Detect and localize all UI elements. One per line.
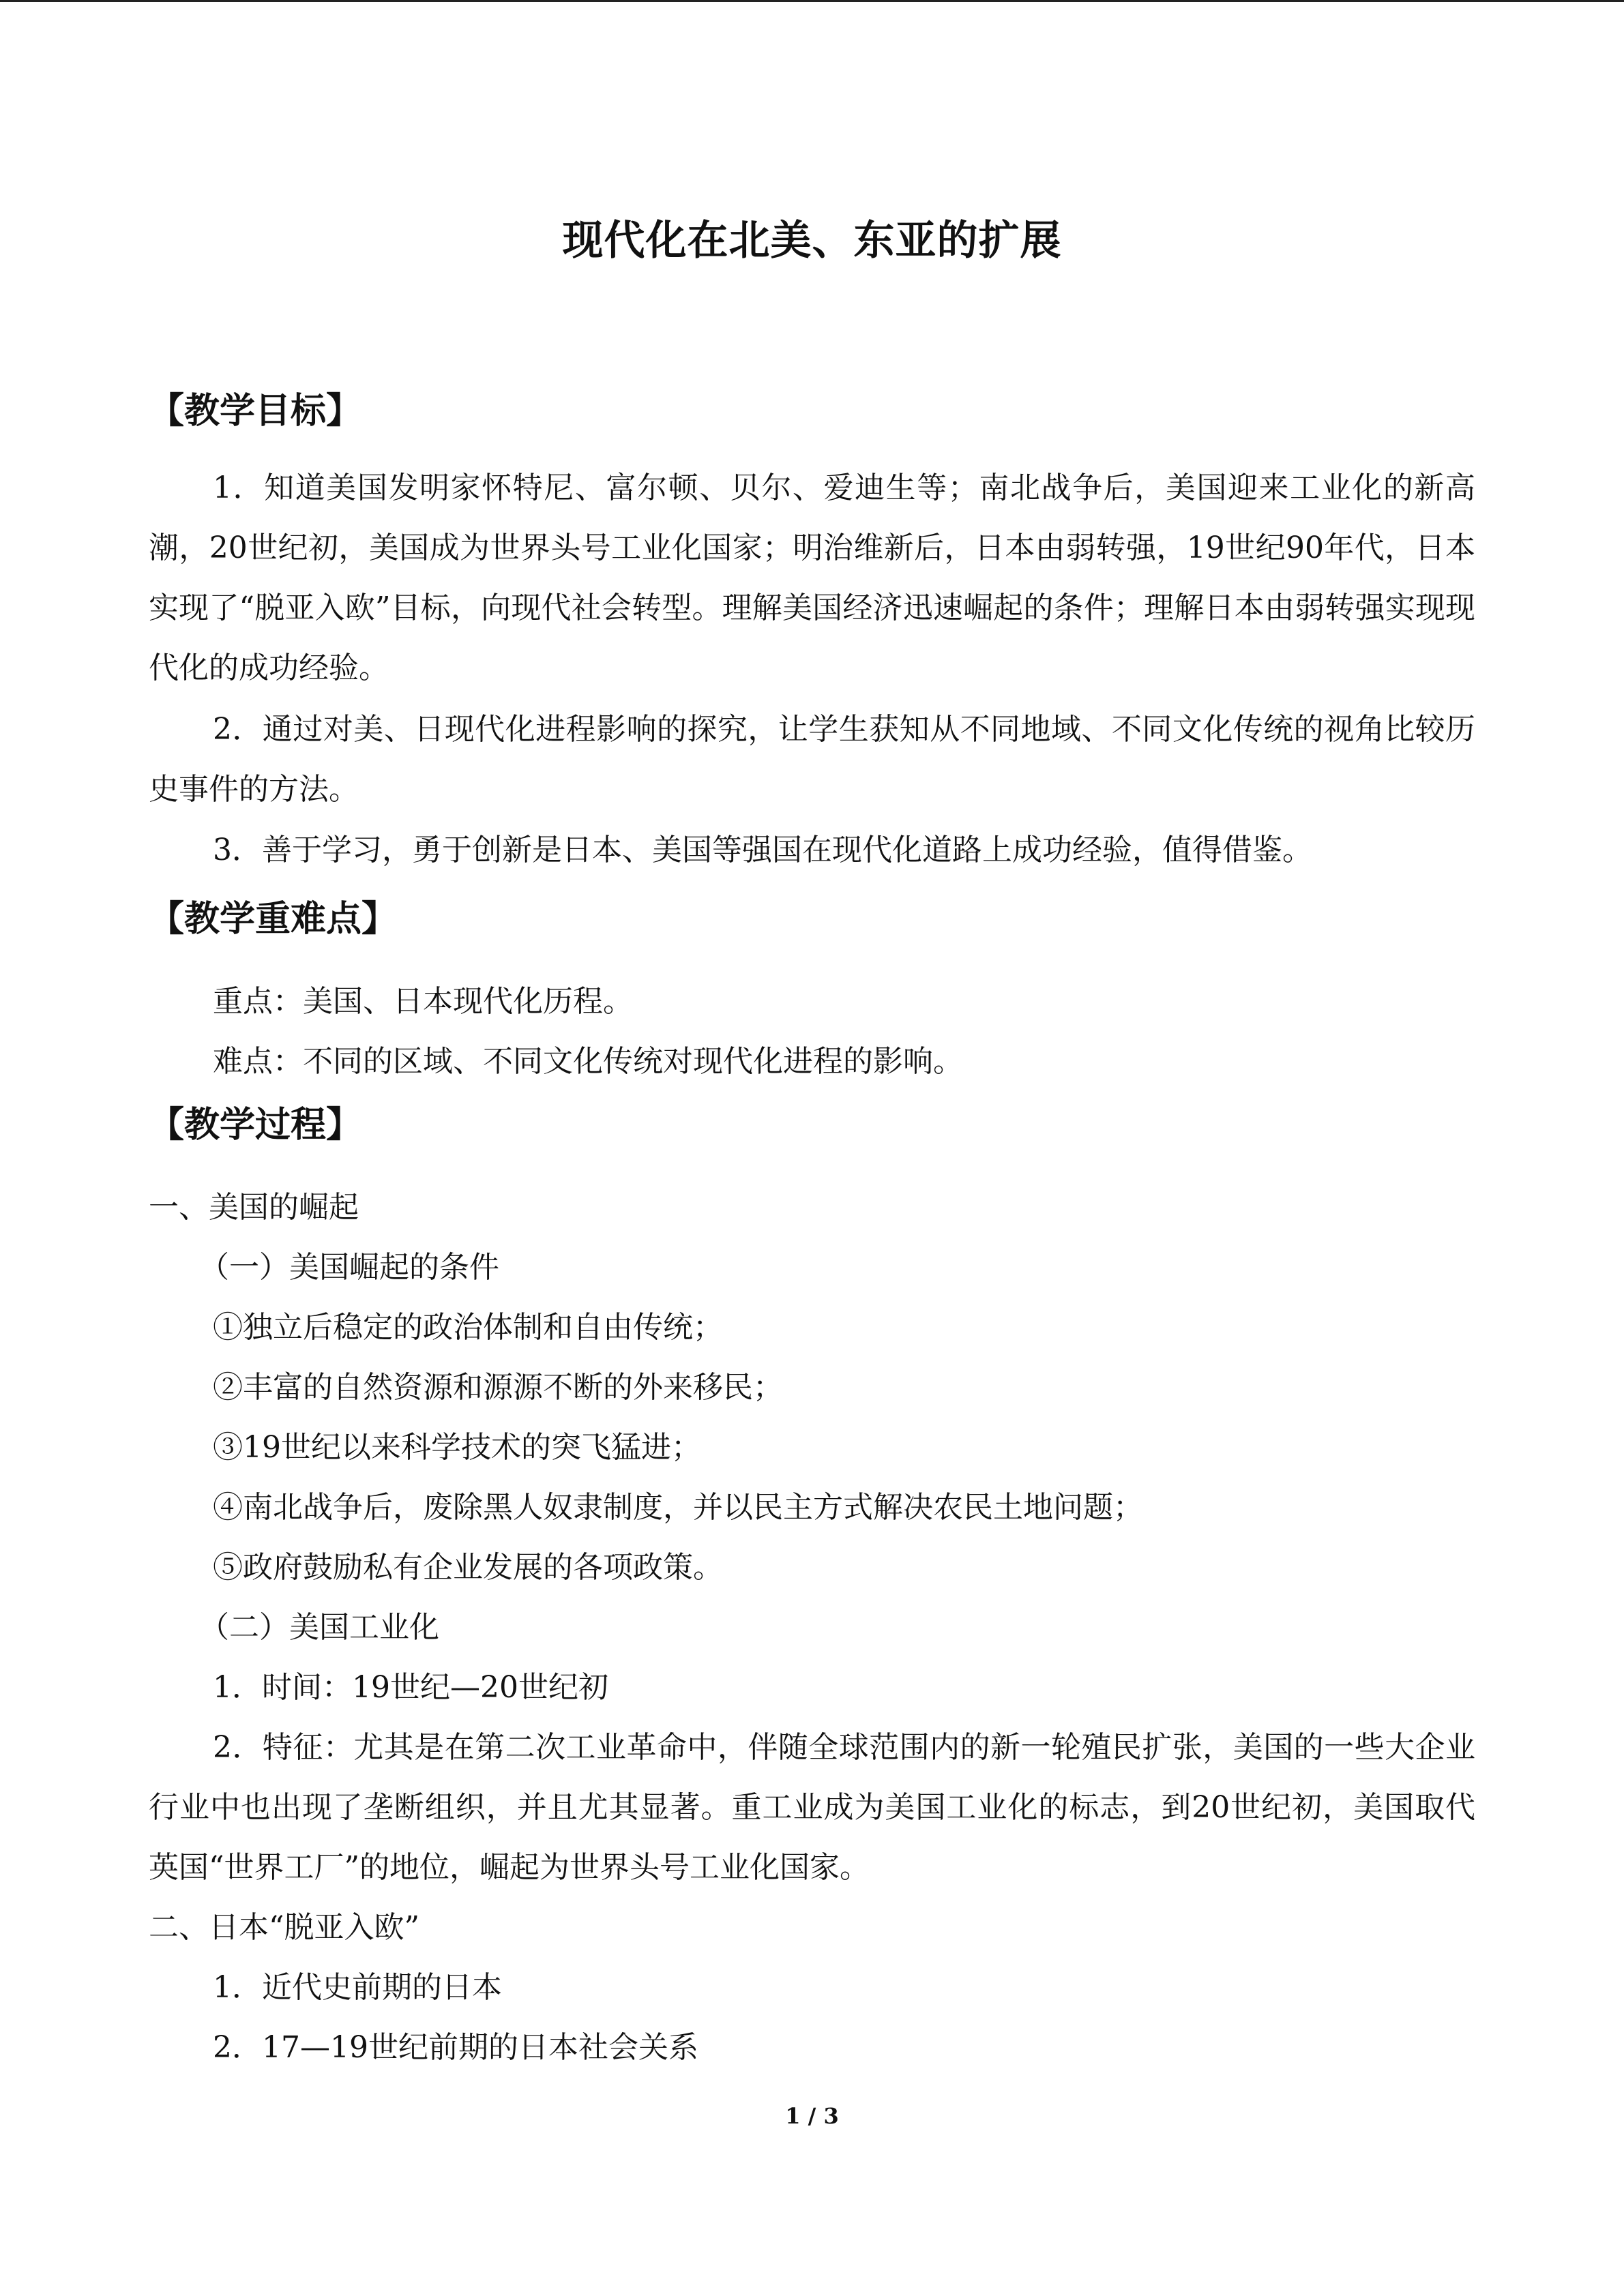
industrialization-feature: 2．特征：尤其是在第二次工业革命中，伴随全球范围内的新一轮殖民扩张，美国的一些大企业行业中也出现了垄断组织，并且尤其显著。重工业成为美国工业化的标志，到20世纪初，美国取代英国“世界工厂”的地位，崛起为世界头号工业化国家。 — [149, 1730, 1475, 1885]
part2-item: 1．近代史前期的日本 — [213, 1970, 502, 2005]
difficult-point-text: 难点：不同的区域、不同文化传统对现代化进程的影响。 — [213, 1044, 963, 1079]
part1-sub2-title: （二）美国工业化 — [199, 1610, 439, 1645]
part1-title: 一、美国的崛起 — [149, 1190, 359, 1225]
condition-item: ③19世纪以来科学技术的突飞猛进； — [213, 1430, 701, 1465]
condition-item: ⑤政府鼓励私有企业发展的各项政策。 — [213, 1550, 723, 1585]
key-points-heading: 【教学重难点】 — [149, 899, 398, 940]
objective-item-3: 3．善于学习，勇于创新是日本、美国等强国在现代化道路上成功经验，值得借鉴。 — [213, 833, 1312, 867]
condition-item: ②丰富的自然资源和源源不断的外来移民； — [213, 1370, 783, 1405]
objective-item-1: 1．知道美国发明家怀特尼、富尔顿、贝尔、爱迪生等；南北战争后，美国迎来工业化的新高潮，20世纪初，美国成为世界头号工业化国家；明治维新后，日本由弱转强，19世纪90年代，日本实现了“脱亚入欧”目标，向现代社会转型。理解美国经济迅速崛起的条件；理解日本由弱转强实现现代化的成功经验。 — [149, 471, 1475, 685]
objective-item-2: 2．通过对美、日现代化进程影响的探究，让学生获知从不同地域、不同文化传统的视角比较历史事件的方法。 — [149, 712, 1475, 807]
document-title: 现代化在北美、东亚的扩展 — [562, 217, 1062, 265]
process-heading: 【教学过程】 — [149, 1105, 362, 1146]
page-number: 1 / 3 — [785, 2103, 839, 2129]
condition-item: ④南北战争后，废除黑人奴隶制度，并以民主方式解决农民土地问题； — [213, 1490, 1143, 1525]
key-point-text: 重点：美国、日本现代化历程。 — [213, 984, 633, 1019]
part2-item: 2．17—19世纪前期的日本社会关系 — [213, 2030, 698, 2065]
condition-item: ①独立后稳定的政治体制和自由传统； — [213, 1310, 723, 1345]
industrialization-time: 1．时间：19世纪—20世纪初 — [213, 1670, 608, 1705]
document-page — [149, 0, 1475, 2296]
part2-title: 二、日本“脱亚入欧” — [149, 1910, 419, 1945]
objectives-heading: 【教学目标】 — [149, 391, 362, 432]
part1-sub1-title: （一）美国崛起的条件 — [199, 1250, 499, 1285]
